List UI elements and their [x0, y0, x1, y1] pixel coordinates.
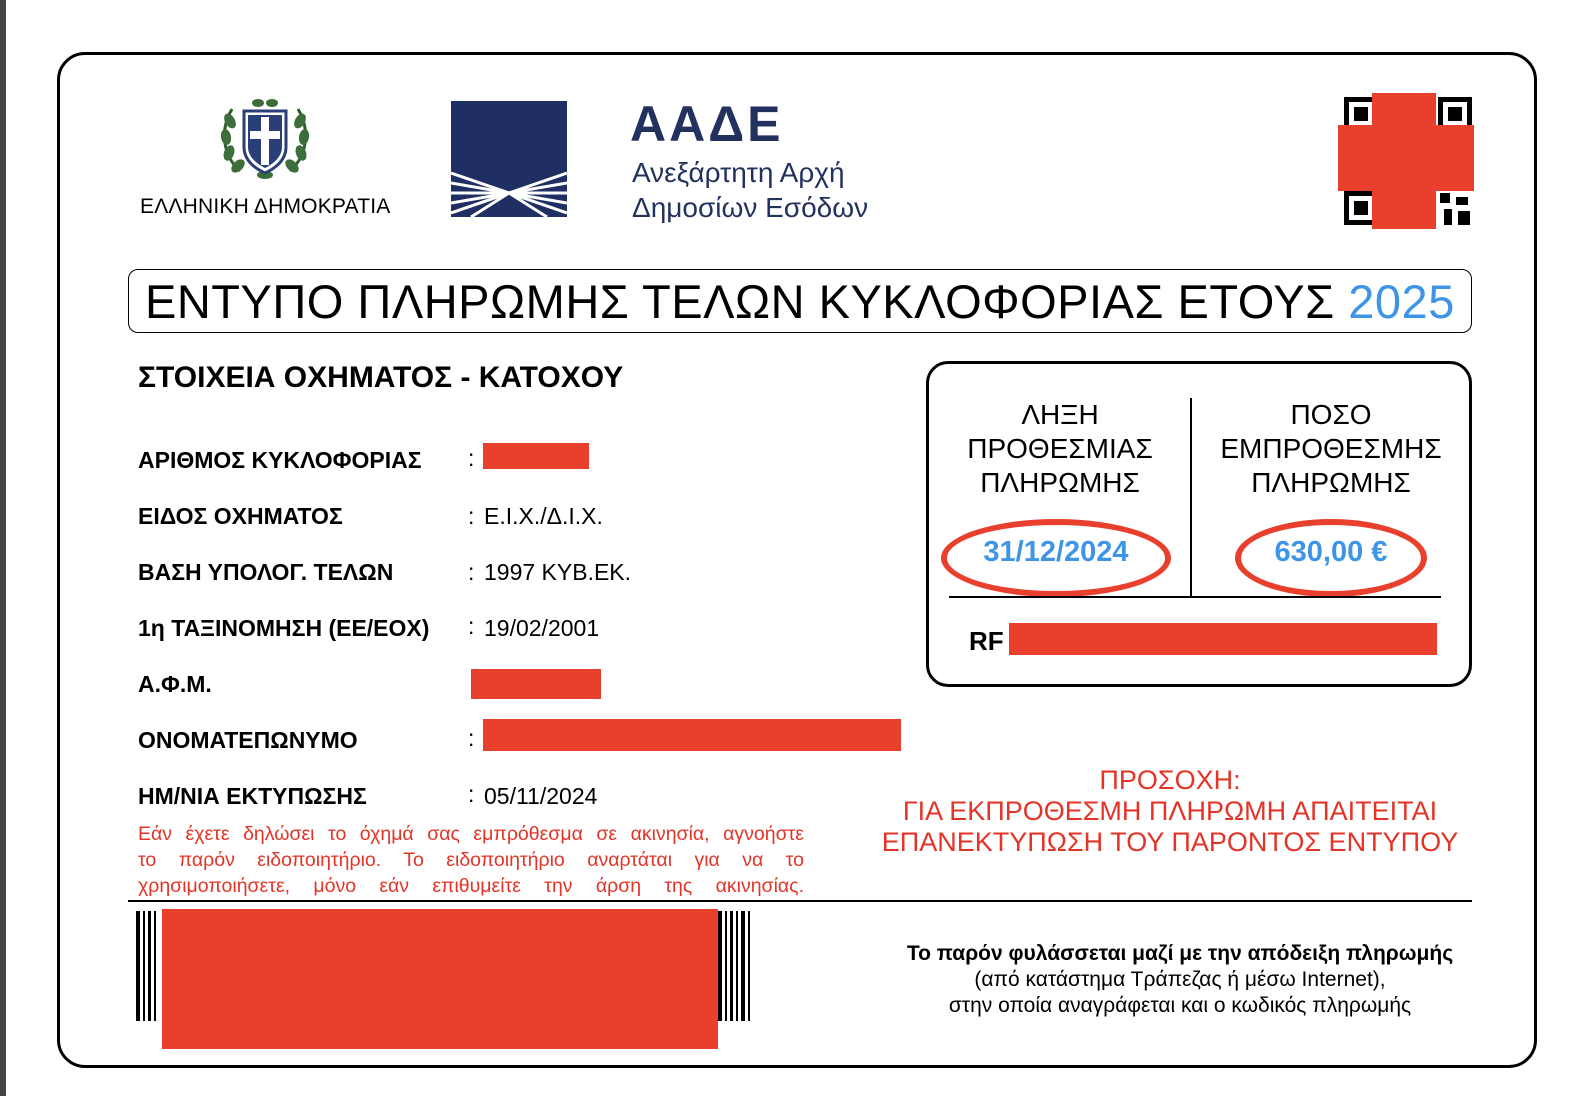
colon: : — [468, 559, 475, 585]
colon: : — [468, 613, 475, 639]
payment-summary-box — [926, 361, 1472, 687]
redacted-barcode — [162, 909, 718, 1049]
hellenic-emblem-icon — [218, 91, 312, 183]
inactivity-notice-line-3: χρησιμοποιήσετε, μόνο εάν επιθυμείτε την άρση της ακινησίας. — [138, 875, 804, 897]
hellenic-republic-label: ΕΛΛΗΝΙΚΗ ΔΗΜΟΚΡΑΤΙΑ — [140, 195, 391, 218]
redacted-payment-code — [1009, 623, 1437, 655]
form-title-main: ΕΝΤΥΠΟ ΠΛΗΡΩΜΗΣ ΤΕΛΩΝ ΚΥΚΛΟΦΟΡΙΑΣ ΕΤΟΥΣ — [145, 275, 1335, 328]
colon: : — [468, 725, 475, 751]
inactivity-notice-line-1: Εάν έχετε δηλώσει το όχημά σας εμπρόθεσμα σε ακινησία, αγνοήστε — [138, 823, 804, 845]
label-tax-id: Α.Φ.Μ. — [138, 671, 212, 697]
deadline-value: 31/12/2024 — [983, 536, 1129, 568]
footer-note-line-2: (από κατάστημα Τράπεζας ή μέσω Internet), — [974, 968, 1386, 991]
inactivity-notice-line-2: το παρόν ειδοποιητήριο. Το ειδοποιητήριο αναρτάται για να το — [138, 849, 804, 871]
form-title-box — [128, 269, 1472, 333]
amount-heading-line-2: ΕΜΠΡΟΘΕΣΜΗΣ — [1220, 433, 1442, 464]
label-vehicle-type: ΕΙΔΟΣ ΟΧΗΜΑΤΟΣ — [138, 503, 343, 529]
footer-note-line-1: Το παρόν φυλάσσεται μαζί με την απόδειξη πληρωμής — [906, 942, 1454, 965]
reprint-warning — [868, 765, 1472, 858]
label-registration-number: ΑΡΙΘΜΟΣ ΚΥΚΛΟΦΟΡΙΑΣ — [138, 447, 422, 473]
footer-note-line-3: στην οποία αναγράφεται και ο κωδικός πληρωμής — [948, 994, 1412, 1017]
deadline-heading — [929, 398, 1191, 500]
aade-acronym: ΑΑΔΕ — [630, 96, 784, 152]
amount-heading — [1193, 398, 1469, 500]
value-vehicle-type: Ε.Ι.Χ./Δ.Ι.Χ. — [484, 503, 603, 529]
footer-separator — [128, 900, 1472, 902]
value-print-date: 05/11/2024 — [484, 783, 598, 809]
footer-note — [880, 941, 1480, 1019]
reprint-warning-title: ΠΡΟΣΟΧΗ: — [1099, 765, 1241, 795]
value-fee-basis: 1997 ΚΥΒ.ΕΚ. — [484, 559, 632, 585]
aade-name-line-2: Δημοσίων Εσόδων — [632, 192, 869, 223]
value-first-registration: 19/02/2001 — [484, 615, 600, 641]
label-fee-basis: ΒΑΣΗ ΥΠΟΛΟΓ. ΤΕΛΩΝ — [138, 559, 394, 585]
label-full-name: ΟΝΟΜΑΤΕΠΩΝΥΜΟ — [138, 727, 358, 753]
redacted-tax-id — [471, 669, 601, 699]
qr-code-icon — [1338, 93, 1474, 229]
redacted-full-name — [483, 719, 901, 751]
colon: : — [468, 503, 475, 529]
aade-full-name — [632, 155, 868, 225]
form-title — [145, 274, 1455, 329]
redacted-registration-number — [483, 443, 589, 469]
payment-code-prefix: RF — [969, 626, 1004, 656]
colon: : — [468, 445, 475, 471]
deadline-heading-line-1: ΛΗΞΗ — [1021, 399, 1099, 430]
label-first-registration: 1η ΤΑΞΙΝΟΜΗΣΗ (ΕΕ/ΕΟΧ) — [138, 615, 430, 641]
document-page — [6, 0, 1570, 1096]
payment-vertical-divider — [1190, 398, 1192, 596]
colon: : — [468, 781, 475, 807]
amount-heading-line-1: ΠΟΣΟ — [1290, 399, 1372, 430]
aade-logo-icon — [451, 101, 567, 217]
inactivity-notice — [138, 821, 804, 899]
qr-redaction-vertical — [1372, 93, 1436, 229]
deadline-heading-line-3: ΠΛΗΡΩΜΗΣ — [980, 467, 1140, 498]
amount-value: 630,00 € — [1274, 536, 1388, 568]
amount-heading-line-3: ΠΛΗΡΩΜΗΣ — [1251, 467, 1411, 498]
label-print-date: ΗΜ/ΝΙΑ ΕΚΤΥΠΩΣΗΣ — [138, 783, 367, 809]
form-title-year: 2025 — [1348, 275, 1455, 328]
aade-name-line-1: Ανεξάρτητη Αρχή — [632, 157, 845, 188]
reprint-warning-line-2: ΕΠΑΝΕΚΤΥΠΩΣΗ ΤΟΥ ΠΑΡΟΝΤΟΣ ΕΝΤΥΠΟΥ — [881, 827, 1459, 857]
deadline-heading-line-2: ΠΡΟΘΕΣΜΙΑΣ — [967, 433, 1153, 464]
payment-horizontal-divider — [949, 596, 1441, 598]
section-vehicle-owner-heading: ΣΤΟΙΧΕΙΑ ΟΧΗΜΑΤΟΣ - ΚΑΤΟΧΟΥ — [138, 361, 624, 394]
payment-form-card — [57, 52, 1537, 1068]
reprint-warning-line-1: ΓΙΑ ΕΚΠΡΟΘΕΣΜΗ ΠΛΗΡΩΜΗ ΑΠΑΙΤΕΙΤΑΙ — [902, 796, 1438, 826]
